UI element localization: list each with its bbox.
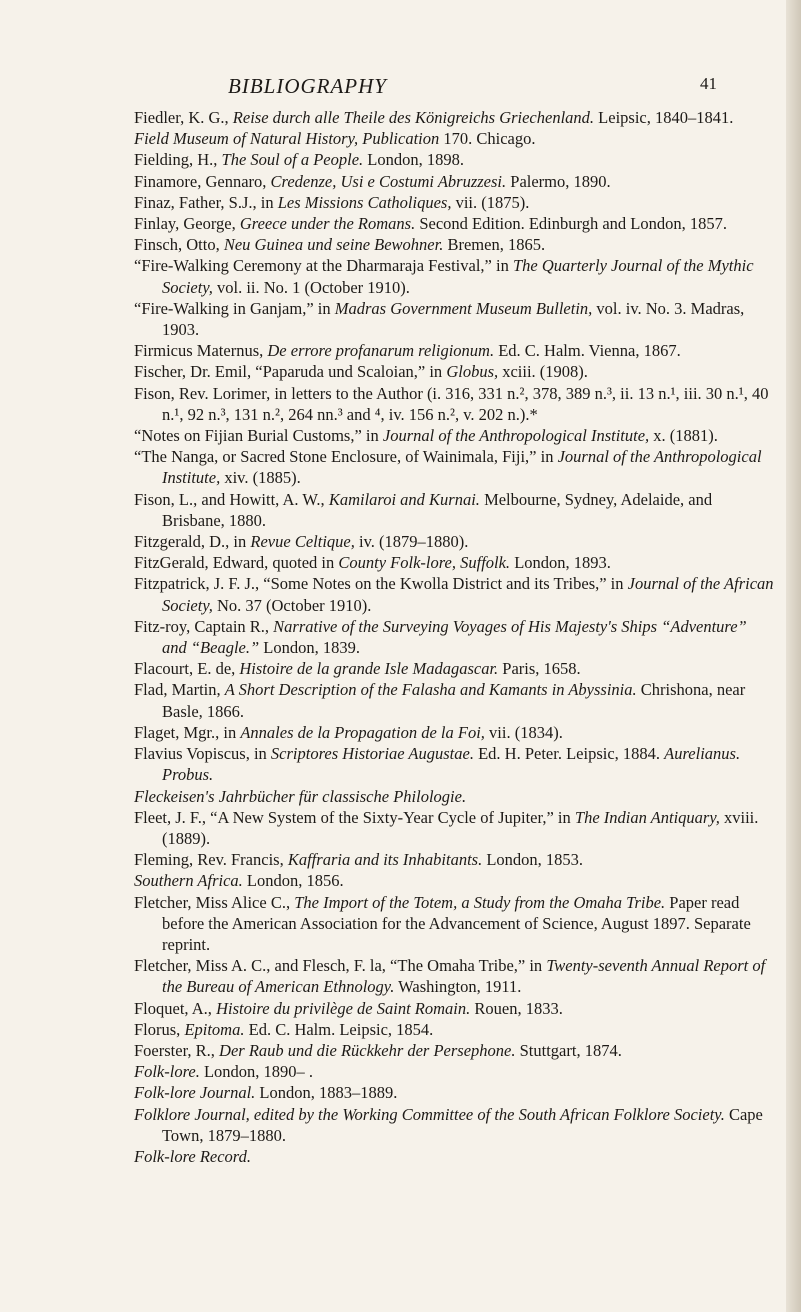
entry-text: Fielding, H., [134,150,222,170]
entry-text: Leipsic, 1840–1841. [594,108,734,127]
entry-title-text: Greece under the Romans. [239,214,416,234]
entry-text: Foerster, R., [134,1040,220,1060]
entry-title-text: Reise durch alle Theile des Königreichs Griechenland. [232,108,595,127]
entry-title-text: Kaffraria and its Inhabitants. [287,850,483,870]
entry-text: Rouen, 1833. [470,998,563,1018]
entry-title-text: Histoire du privilège de Saint Romain. [216,998,471,1018]
bibliography-entry-florus [134,1019,774,1040]
entry-title-text: De errore profanarum religionum. [267,341,495,361]
page-edge-shadow [786,0,801,1312]
bibliography-entry-fleckeisen [134,786,774,807]
entry-text: “Fire-Walking Ceremony at the Dharmaraja Festival,” in [134,256,513,276]
entry-text: Finamore, Gennaro, [134,171,271,191]
bibliography-entry-fitzgerald-d [134,531,774,552]
bibliography-entries [134,107,774,1167]
entry-text: x. (1881). [649,426,718,446]
entry-title-text: Field Museum of Natural History, Publication [134,129,440,149]
entry-title-text: Neu Guinea und seine Bewohner. [223,235,444,255]
entry-title-text: Credenze, Usi e Costumi Abruzzesi. [270,171,507,191]
entry-title-text: Histoire de la grande Isle Madagascar. [239,659,499,679]
entry-text: Finaz, Father, S.J., in [134,192,278,212]
entry-text: xviii. (1889). [162,807,759,848]
entry-text: Flavius Vopiscus, in [134,744,271,764]
running-title: BIBLIOGRAPHY [228,74,387,98]
bibliography-entry-folk-lore-record [134,1146,774,1167]
entry-text: Cape Town, 1879–1880. [162,1104,763,1145]
entry-text: Fitzpatrick, J. F. J., “Some Notes on the Kwolla District and its Tribes,” in [134,574,628,594]
entry-title-text: Folk-lore Record. [134,1146,251,1166]
entry-title-text: The Soul of a People. [221,150,364,170]
entry-text: Flad, Martin, [134,680,225,700]
bibliography-entry-finsch [134,234,774,255]
entry-text: London, 1898. [363,150,464,170]
bibliography-entry-flavius [134,743,774,785]
entry-title-text: Revue Celtique, [250,532,355,552]
entry-title-text: Journal of the Anthropological Institute, [382,426,650,446]
bibliography-entry-fletcher-alice [134,892,774,956]
entry-text: London, 1856. [242,871,344,891]
entry-title-text: Epitoma. [184,1019,245,1039]
entry-text: Fitzgerald, D., in [134,532,251,552]
entry-text: 170. Chicago. [439,129,536,149]
entry-title-text: Southern Africa. [134,871,243,891]
entry-text: Fletcher, Miss A. C., and Flesch, F. la, “The Omaha Tribe,” in [134,956,547,976]
entry-text: Paper read before the American Association for the Advancement of Science, August 1897. Separate reprint. [162,892,751,954]
entry-title-text: The Import of the Totem, a Study from the Omaha Tribe. [294,892,666,912]
entry-text: London, 1853. [482,850,584,870]
bibliography-entry-folk-lore-journal [134,1082,774,1103]
bibliography-entry-folk-lore [134,1061,774,1082]
entry-text: FitzGerald, Edward, quoted in [134,553,339,573]
entry-text: Stuttgart, 1874. [515,1040,622,1060]
bibliography-entry-fitzpatrick [134,573,774,615]
bibliography-entry-finlay [134,213,774,234]
bibliography-entry-fison-notes [134,425,774,446]
entry-text: Ed. C. Halm. Leipsic, 1854. [244,1019,434,1039]
entry-title-text: Der Raub und die Rückkehr der Persephone. [219,1040,516,1060]
entry-text: London, 1883–1889. [255,1083,398,1103]
entry-text: No. 37 (October 1910). [212,595,372,615]
bibliography-entry-folklore-journal-sa [134,1104,774,1146]
entry-title-text: Les Missions Catholiques, [277,192,452,212]
entry-text: “Notes on Fijian Burial Customs,” in [134,426,383,446]
entry-title-text: Kamilaroi and Kurnai. [328,489,480,509]
entry-text: Washington, 1911. [394,977,522,997]
entry-text: Flaget, Mgr., in [134,722,241,742]
entry-title-text: Folklore Journal, edited by the Working Committee of the South African Folklore Society. [134,1104,725,1124]
entry-text: Fleming, Rev. Francis, [134,850,288,870]
entry-text: Second Edition. Edinburgh and London, 1857. [415,214,727,234]
entry-title-text: The Indian Antiquary, [574,807,720,827]
entry-text: “The Nanga, or Sacred Stone Enclosure, of Wainimala, Fiji,” in [134,447,558,467]
entry-text: Fison, Rev. Lorimer, in letters to the Author (i. 316, 331 n.², 378, 389 n.³, ii. 13 n.¹, iii. 30 n.¹, 40 n.¹, 92 n.³, 131 n.², 264 nn.³ and ⁴, iv. 156 n.², v. 202 n.).* [134,383,769,424]
bibliography-entry-fleet [134,807,774,849]
bibliography-entry-finamore [134,171,774,192]
entry-text: Fison, L., and Howitt, A. W., [134,489,329,509]
entry-text: Florus, [134,1019,185,1039]
entry-text: Fletcher, Miss Alice C., [134,892,295,912]
entry-title-text: Folk-lore Journal. [134,1083,256,1103]
entry-text: Fleet, J. F., “A New System of the Sixty-Year Cycle of Jupiter,” in [134,807,575,827]
entry-title-text: The Quarterly Journal of the Mythic Society, [162,256,754,297]
bibliography-entry-fire-walking-ganjam [134,298,774,340]
entry-title-text: Folk-lore. [134,1062,200,1082]
entry-text: iv. (1879–1880). [354,532,469,552]
entry-title-text: Journal of the Anthropological Institute, [162,447,762,488]
entry-text: xciii. (1908). [498,362,588,382]
entry-text: vol. ii. No. 1 (October 1910). [212,277,410,297]
bibliography-entry-fielding [134,149,774,170]
entry-title-text: Madras Government Museum Bulletin, [334,298,593,318]
page-number: 41 [700,74,717,93]
bibliography-entry-flacourt [134,658,774,679]
bibliography-entry-fire-walking-dharmaraja [134,255,774,297]
entry-text: Fiedler, K. G., [134,108,233,127]
bibliography-entry-fleming [134,849,774,870]
entry-text: xiv. (1885). [220,468,301,488]
entry-text: vii. (1875). [451,192,530,212]
entry-text: Chrishona, near Basle, 1866. [162,680,746,721]
entry-text: Paris, 1658. [498,659,581,679]
bibliography-entry-flaget [134,722,774,743]
entry-title-text: County Folk-lore, Suffolk. [338,553,511,573]
entry-text: Ed. C. Halm. Vienna, 1867. [494,341,681,361]
bibliography-entry-firmicus [134,340,774,361]
bibliography-entry-fitzgerald-e [134,552,774,573]
bibliography-entry-floquet [134,998,774,1019]
entry-text: Bremen, 1865. [443,235,546,255]
entry-text: Ed. H. Peter. Leipsic, 1884. [473,744,665,764]
entry-text: Fitz-roy, Captain R., [134,616,274,636]
entry-text: Finsch, Otto, [134,235,224,255]
bibliography-entry-finaz [134,192,774,213]
entry-text: vii. (1834). [484,722,563,742]
entry-title-text: Aurelianus. Probus. [162,744,741,785]
bibliography-entry-fiedler [134,107,774,128]
bibliography-entry-fitz-roy [134,616,774,658]
entry-text: Flacourt, E. de, [134,659,240,679]
entry-text: London, 1893. [510,553,611,573]
bibliography-entry-fletcher-flesche [134,955,774,997]
bibliography-entry-fleming-southern [134,870,774,891]
entry-text: Finlay, George, [134,214,240,234]
bibliography-entry-flad [134,679,774,721]
entry-title-text: Twenty-seventh Annual Report of the Bureau of American Ethnology. [162,956,766,997]
entry-title-text: Scriptores Historiae Augustae. [270,744,474,764]
entry-text: vol. iv. No. 3. Madras, 1903. [162,298,745,340]
entry-text: London, 1890– . [199,1062,314,1082]
entry-title-text: Fleckeisen's Jahrbücher für classische Philologie. [134,786,467,806]
entry-title-text: Globus, [446,362,499,382]
bibliography-entry-fison-howitt [134,489,774,531]
bibliography-entry-foerster [134,1040,774,1061]
bibliography-entry-fischer [134,361,774,382]
entry-title-text: Journal of the African Society, [162,574,774,615]
entry-title-text: A Short Description of the Falasha and Kamants in Abyssinia. [224,680,637,700]
bibliography-entry-fison-letters [134,383,774,425]
entry-text: London, 1839. [259,638,361,658]
bibliography-entry-field-museum [134,128,774,149]
running-head [0,74,801,96]
entry-text: Firmicus Maternus, [134,341,268,361]
entry-text: “Fire-Walking in Ganjam,” in [134,298,335,318]
entry-text: Floquet, A., [134,998,217,1018]
entry-text: Fischer, Dr. Emil, “Paparuda und Scaloian,” in [134,362,447,382]
entry-title-text: Narrative of the Surveying Voyages of His Majesty's Ships “Adventure” and “Beagle.” [162,616,747,658]
entry-text: Palermo, 1890. [506,171,611,191]
entry-text: Melbourne, Sydney, Adelaide, and Brisbane, 1880. [162,489,713,530]
bibliography-entry-fison-nanga [134,446,774,488]
entry-title-text: Annales de la Propagation de la Foi, [240,722,485,742]
